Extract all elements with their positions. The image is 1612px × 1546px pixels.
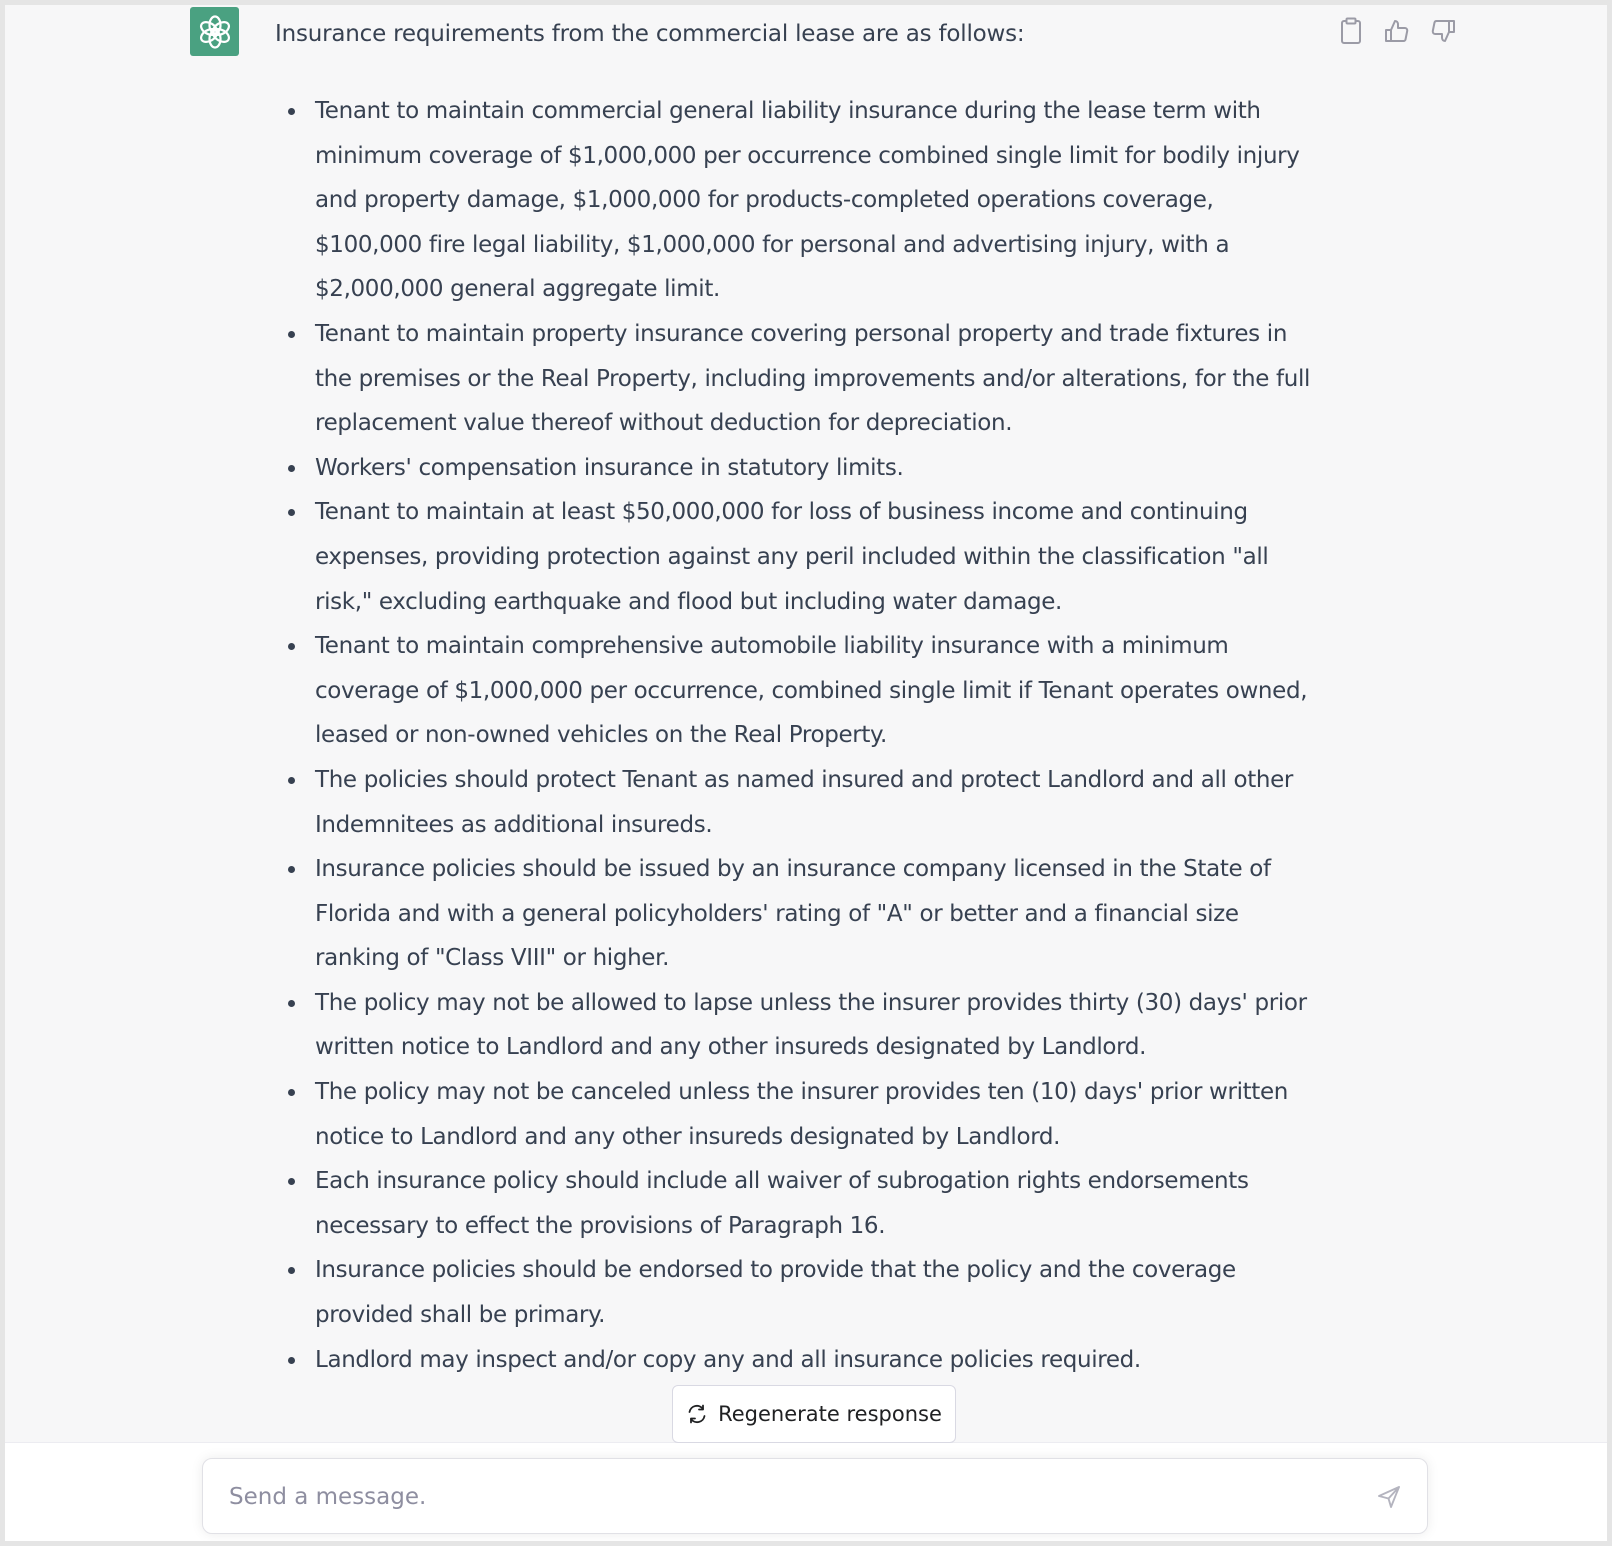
list-item-text: The policy may not be canceled unless the insurer provides ten (10) days' prior written notice to Landlord and any other insureds designated by Landlord. (315, 1079, 1288, 1150)
bullet-dot (288, 1089, 295, 1096)
openai-logo-icon (197, 14, 233, 50)
bullet-dot (288, 1357, 295, 1364)
list-item-text: Workers' compensation insurance in statutory limits. (315, 454, 904, 481)
bullet-dot (288, 331, 295, 338)
list-item-text: Tenant to maintain commercial general liability insurance during the lease term with minimum coverage of $1,000,000 per occurrence combined single limit for bodily injury and property damage, $1,000,000 for products-completed operations coverage, $100,000 fire legal liability, $1,000,000 for personal and advertising injury, with a $2,000,000 general aggregate limit. (315, 98, 1300, 303)
list-item (286, 981, 1326, 1070)
list-item-text: The policies should protect Tenant as named insured and protect Landlord and all other Indemnitees as additional insureds. (315, 766, 1294, 838)
message-composer (202, 1458, 1428, 1534)
thumbs-up-icon (1383, 17, 1411, 45)
regenerate-button[interactable] (672, 1385, 956, 1443)
list-item (286, 1070, 1326, 1159)
list-item-text: Tenant to maintain property insurance covering personal property and trade fixtures in the premises or the Real Property, including improvements and/or alterations, for the full replacement value thereof without deduction for depreciation. (315, 320, 1311, 437)
bullet-dot (288, 643, 295, 650)
list-item (286, 446, 1326, 491)
bullet-dot (288, 866, 295, 873)
bullet-dot (288, 1000, 295, 1007)
list-item (286, 1338, 1326, 1383)
list-item (286, 1159, 1326, 1248)
list-item-text: The policy may not be allowed to lapse unless the insurer provides thirty (30) days' prior written notice to Landlord and any other insureds designated by Landlord. (315, 989, 1307, 1061)
bullet-dot (288, 1267, 295, 1274)
bullet-dot (288, 465, 295, 472)
list-item (286, 758, 1326, 847)
clipboard-icon (1338, 17, 1364, 45)
list-item (286, 624, 1326, 758)
thumbs-down-icon (1429, 17, 1457, 45)
list-item (286, 847, 1326, 981)
list-item-text: Each insurance policy should include all waiver of subrogation rights endorsements necessary to effect the provisions of Paragraph 16. (315, 1168, 1249, 1239)
requirements-list (286, 89, 1326, 1382)
send-icon (1376, 1484, 1402, 1510)
message-intro: Insurance requirements from the commercial lease are as follows: (275, 21, 1025, 47)
refresh-icon (686, 1403, 708, 1425)
list-item-text: Tenant to maintain comprehensive automobile liability insurance with a minimum coverage of $1,000,000 per occurrence, combined single limit if Tenant operates owned, leased or non-owned vehicles on the Real Property. (315, 633, 1308, 749)
list-item (286, 89, 1326, 312)
bullet-dot (288, 108, 295, 115)
list-item-text: Landlord may inspect and/or copy any and all insurance policies required. (315, 1346, 1141, 1373)
bullet-dot (288, 777, 295, 784)
regenerate-label: Regenerate response (718, 1402, 942, 1426)
list-item-text: Insurance policies should be endorsed to provide that the policy and the coverage provided shall be primary. (315, 1257, 1236, 1329)
list-item (286, 1248, 1326, 1337)
send-button[interactable] (1373, 1481, 1405, 1513)
list-item (286, 490, 1326, 624)
bullet-dot (288, 509, 295, 516)
bullet-dot (288, 1178, 295, 1185)
copy-button[interactable] (1335, 15, 1367, 47)
thumbs-up-button[interactable] (1381, 15, 1413, 47)
list-item (286, 312, 1326, 446)
message-actions (1335, 15, 1459, 47)
list-item-text: Tenant to maintain at least $50,000,000 for loss of business income and continuing expenses, providing protection against any peril included within the classification "all risk," excluding earthquake and flood but including water damage. (315, 499, 1269, 615)
chat-window (5, 5, 1607, 1541)
assistant-avatar (190, 7, 239, 56)
list-item-text: Insurance policies should be issued by an insurance company licensed in the State of Florida and with a general policyholders' rating of "A" or better and a financial size ranking of "Class VIII" or higher. (315, 856, 1271, 972)
message-input[interactable] (227, 1477, 1331, 1517)
thumbs-down-button[interactable] (1427, 15, 1459, 47)
